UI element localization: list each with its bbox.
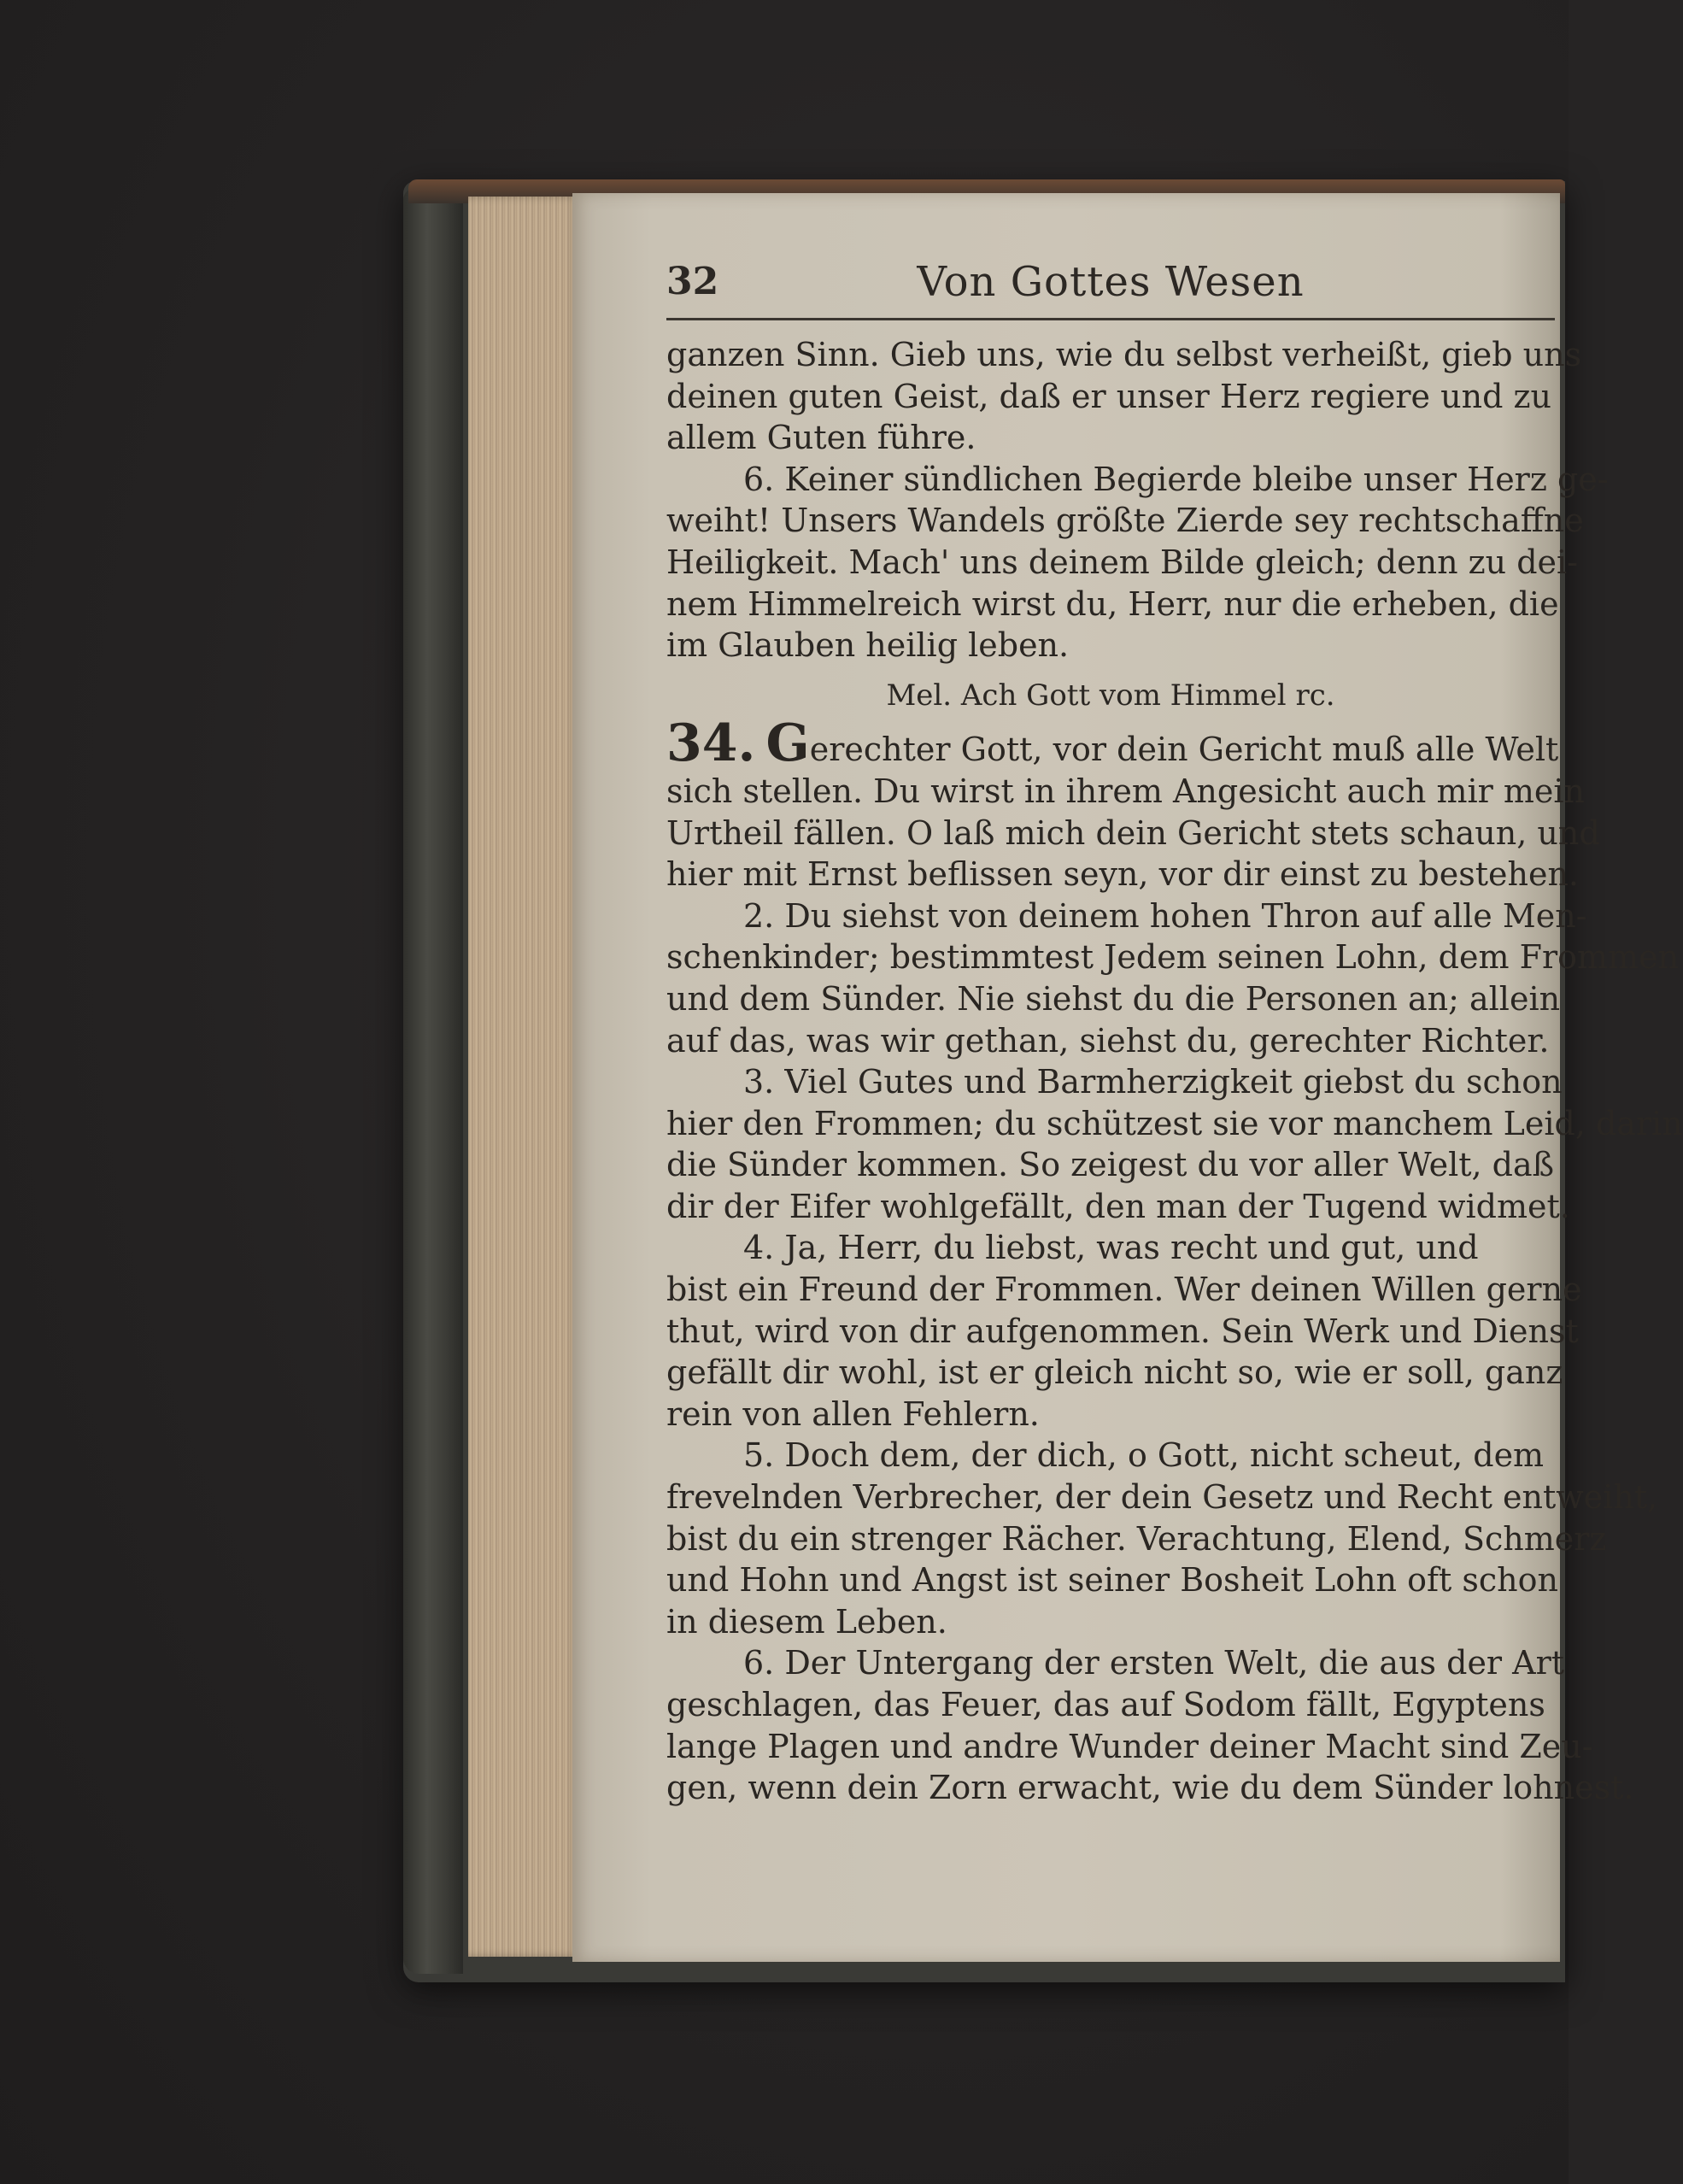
text-line: 6. Der Untergang der ersten Welt, die aus der Art — [743, 1644, 1565, 1682]
page-content — [666, 255, 1683, 1809]
text-line: sich stellen. Du wirst in ihrem Angesicht auch mir mein — [666, 772, 1586, 810]
paragraph-continuation — [666, 334, 1582, 459]
drop-cap: G — [765, 713, 810, 774]
hymn-number: 34. — [666, 713, 756, 774]
text-line: hier den Frommen; du schützest sie vor manchem Leid, darin — [666, 1104, 1683, 1142]
text-line: Urtheil fällen. O laß mich dein Gericht stets schaun, und — [666, 813, 1600, 852]
book-page — [572, 193, 1683, 1962]
text-line: allem Guten führe. — [666, 419, 976, 457]
text-line: geschlagen, das Feuer, das auf Sodom fällt, Egyptens — [666, 1686, 1545, 1723]
text-line: frevelnden Verbrecher, der dein Gesetz und Recht entweiht, — [666, 1478, 1658, 1517]
text-line: hier mit Ernst beflissen seyn, vor dir einst zu bestehen. — [666, 855, 1580, 894]
text-line: 5. Doch dem, der dich, o Gott, nicht scheut, dem — [743, 1436, 1545, 1475]
text-line: und Hohn und Angst ist seiner Bosheit Lohn oft schon — [666, 1561, 1558, 1600]
verse-6 — [666, 1642, 1634, 1808]
text-line: ganzen Sinn. Gieb uns, wie du selbst verheißt, gieb uns — [666, 336, 1582, 373]
text-line: thut, wird von dir aufgenommen. Sein Werk und Dienst — [666, 1312, 1579, 1350]
text-line: lange Plagen und andre Wunder deiner Macht sind Zeu- — [666, 1727, 1593, 1765]
verse-2 — [666, 895, 1680, 1061]
hymn-34 — [666, 713, 1600, 895]
page-block-edges — [468, 197, 579, 1957]
hymn-first-line-text: erechter Gott, vor dein Gericht muß alle Welt — [809, 731, 1559, 769]
text-line: auf das, was wir gethan, siehst du, gerechter Richter. — [666, 1021, 1550, 1060]
text-line: weiht! Unsers Wandels größte Zierde sey rechtschaffne — [666, 502, 1584, 540]
verse-5 — [666, 1435, 1658, 1642]
text-line: rein von allen Fehlern. — [666, 1394, 1040, 1433]
text-line: bist ein Freund der Frommen. Wer deinen Willen gerne — [666, 1271, 1582, 1309]
page-number: 32 — [666, 260, 719, 303]
text-line: 3. Viel Gutes und Barmherzigkeit giebst du schon — [743, 1063, 1563, 1101]
text-line: 6. Keiner sündlichen Begierde bleibe unser Herz ge- — [743, 460, 1609, 498]
verse-4 — [666, 1227, 1582, 1435]
text-line: dir der Eifer wohlgefällt, den man der Tugend widmet. — [666, 1187, 1570, 1225]
verse-6-previous-hymn — [666, 459, 1609, 666]
melody-line: Mel. Ach Gott vom Himmel rc. — [886, 678, 1335, 713]
text-line: bist du ein strenger Rächer. Verachtung, Elend, Schmerz — [666, 1519, 1607, 1558]
running-head: Von Gottes Wesen — [917, 258, 1305, 306]
text-line: gefällt dir wohl, ist er gleich nicht so, wie er soll, ganz — [666, 1353, 1563, 1392]
text-line: nem Himmelreich wirst du, Herr, nur die erheben, die — [666, 584, 1559, 623]
text-line: 4. Ja, Herr, du liebst, was recht und gut, und — [743, 1229, 1479, 1267]
text-line: Heiligkeit. Mach' uns deinem Bilde gleich; denn zu dei- — [666, 543, 1579, 581]
hymn-first-line — [666, 713, 1559, 774]
text-line: die Sünder kommen. So zeigest du vor aller Welt, daß — [666, 1146, 1555, 1184]
book-spine — [403, 188, 463, 1974]
text-line: in diesem Leben. — [666, 1602, 947, 1641]
page-header — [666, 255, 1555, 320]
text-line: schenkinder; bestimmtest Jedem seinen Lohn, dem Frommen — [666, 938, 1680, 977]
text-line: und dem Sünder. Nie siehst du die Personen an; allein — [666, 979, 1561, 1018]
verse-3 — [666, 1061, 1683, 1227]
text-line: gen, wenn dein Zorn erwacht, wie du dem Sünder lohnest. — [666, 1769, 1634, 1807]
page-text — [666, 334, 1683, 1809]
text-line: 2. Du siehst von deinem hohen Thron auf alle Men- — [743, 896, 1587, 935]
text-line: deinen guten Geist, daß er unser Herz regiere und zu — [666, 377, 1551, 415]
text-line: im Glauben heilig leben. — [666, 626, 1070, 665]
